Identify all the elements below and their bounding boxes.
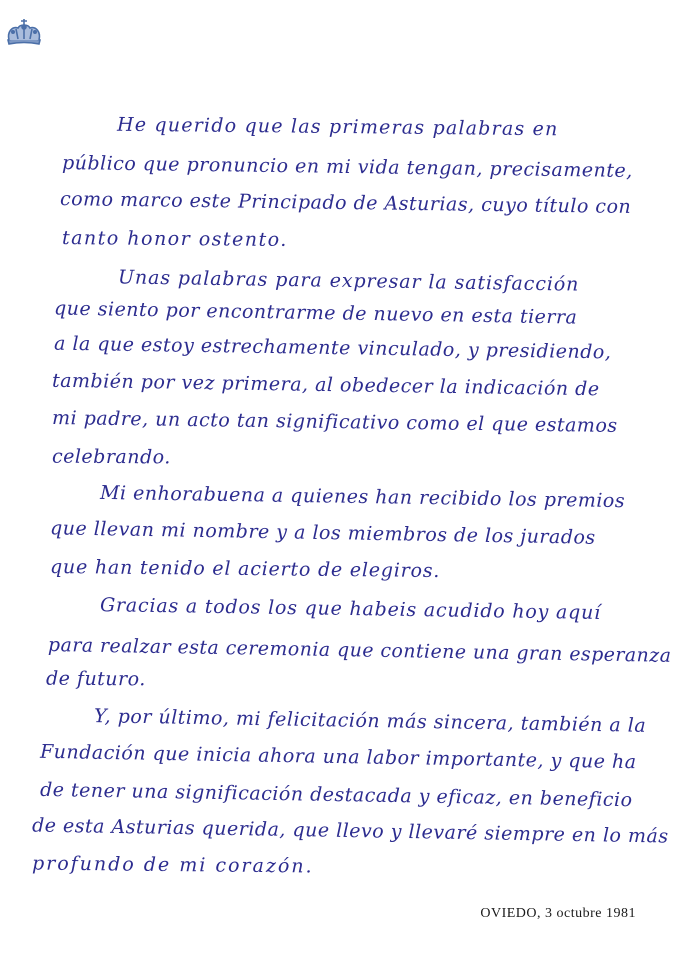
letter-line: Fundación que inicia ahora una labor importante, y que ha [39,740,637,774]
letter-line: que llevan mi nombre y a los miembros de los jurados [49,517,596,549]
letter-line: a la que estoy estrechamente vinculado, y presidiendo, [53,332,612,364]
royal-crown-icon [4,16,44,48]
letter-line: como marco este Principado de Asturias, cuyo título con [59,188,632,218]
letter-line: Unas palabras para expresar la satisfacción [117,266,580,296]
letter-line: celebrando. [51,445,171,469]
letter-line: que siento por encontrarme de nuevo en esta tierra [53,297,578,329]
letter-line: de futuro. [45,667,146,691]
letter-line: He querido que las primeras palabras en [116,113,559,141]
letter-line: tanto honor ostento. [61,227,288,251]
letter-line: de tener una significación destacada y eficaz, en beneficio [39,778,633,812]
letter-line: público que pronuncio en mi vida tengan, precisamente, [61,152,633,182]
letter-line: Y, por último, mi felicitación más sincera, también a la [93,705,647,737]
letter-line: que han tenido el acierto de elegiros. [49,555,441,583]
letter-line: Mi enhorabuena a quienes han recibido los premios [99,481,626,513]
letter-line: profundo de mi corazón. [31,852,314,878]
letter-line: también por vez primera, al obedecer la indicación de [51,369,600,401]
dateline: OVIEDO, 3 octubre 1981 [480,906,636,921]
letter-line: para realzar esta ceremonia que contiene una gran esperanza [47,634,672,667]
letter-line: de esta Asturias querida, que llevo y llevaré siempre en lo más [31,814,669,848]
letter-line: mi padre, un acto tan significativo como el que estamos [51,407,618,437]
letter-line: Gracias a todos los que habeis acudido hoy aquí [99,594,602,624]
